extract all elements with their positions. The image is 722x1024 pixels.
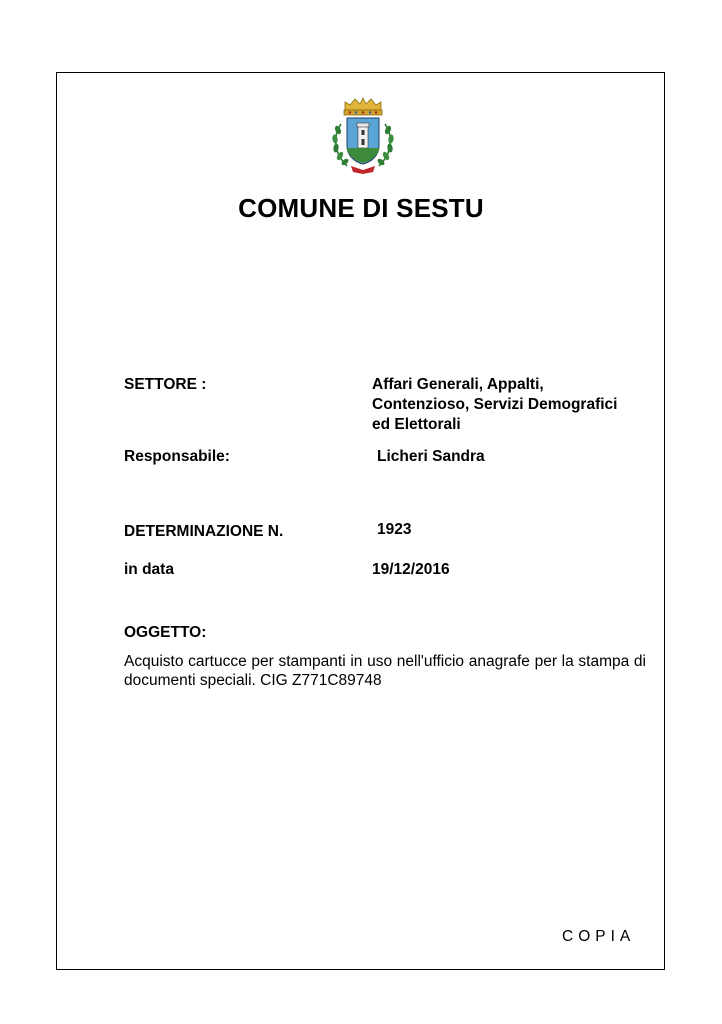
data-label: in data <box>124 561 174 578</box>
settore-value-line-1: Affari Generali, Appalti, <box>372 376 544 393</box>
determinazione-label: DETERMINAZIONE N. <box>124 523 284 540</box>
responsabile-label: Responsabile: <box>124 448 230 465</box>
settore-value-line-3: ed Elettorali <box>372 416 461 433</box>
data-value: 19/12/2016 <box>372 561 450 578</box>
settore-label: SETTORE : <box>124 376 207 393</box>
page-title: COMUNE DI SESTU <box>238 193 484 223</box>
oggetto-text: Acquisto cartucce per stampanti in uso nell'ufficio anagrafe per la stampa di documenti speciali. CIG Z771C89748 <box>124 653 646 689</box>
responsabile-value: Licheri Sandra <box>377 448 485 465</box>
determinazione-value: 1923 <box>377 521 412 538</box>
copia-stamp: COPIA <box>562 928 636 945</box>
municipal-coat-of-arms-icon <box>325 96 401 176</box>
oggetto-label: OGGETTO: <box>124 624 207 641</box>
settore-value-line-2: Contenzioso, Servizi Demografici <box>372 396 618 413</box>
